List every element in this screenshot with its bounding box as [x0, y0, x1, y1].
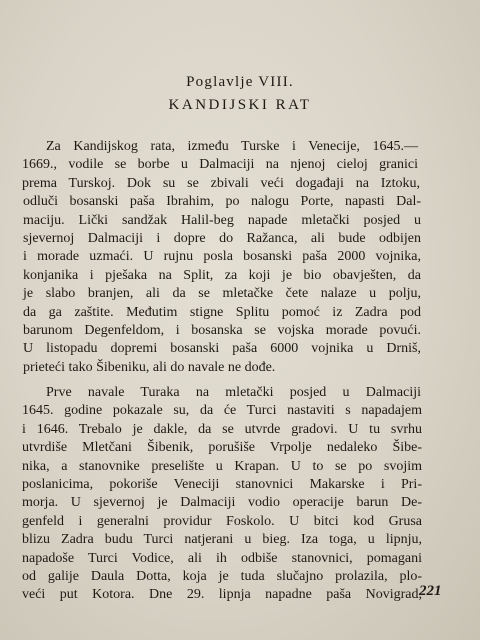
text-line: morja. U sjevernoj je Dalmaciji vodio operacije barun De-	[22, 495, 422, 511]
text-line: nika, a stanovnike preselište u Krapan. U to se po svojim	[22, 458, 422, 474]
paragraph-2	[0, 384, 480, 605]
text-line: da ga zaštite. Međutim stigne Splitu pomoć iz Zadra pod	[23, 304, 421, 320]
text-line: odluči bosanski paša Ibrahim, po nalogu Porte, napasti Dal-	[23, 194, 421, 210]
text-line: je slabo branjen, ali da se mletačke čete nalaze u polju,	[23, 286, 421, 302]
text-line: napadoše Turci Vodice, ali ih odbiše stanovnici, pomagani	[22, 550, 422, 566]
text-line: poslanicima, pokoriše Veneciji stanovnici Makarske i Pri-	[22, 477, 422, 493]
body-text	[0, 138, 480, 612]
text-line: U listopadu dopremi bosanski paša 6000 vojnika u Drniš,	[23, 341, 421, 357]
text-line: genfeld i generalni providur Foskolo. U bitci kod Grusa	[22, 513, 422, 529]
text-line: Za Kandijskog rata, između Turske i Venecije, 1645.—	[46, 139, 418, 154]
text-line: prieteći tako Šibeniku, ali do navale ne dođe.	[23, 359, 276, 375]
text-line: 1669., vodile se borbe u Dalmaciji na njenoj cieloj granici	[22, 157, 418, 173]
text-line: i 1646. Trebalo je dakle, da se utvrde gradovi. U tu svrhu	[22, 421, 422, 437]
text-line: sjevernoj Dalmaciji i dopre do Ražanca, ali bude odbijen	[23, 230, 421, 246]
text-line: maciju. Lički sandžak Halil-beg napade mletački posjed u	[23, 212, 421, 228]
text-line: blizu Zadra budu Turci natjerani u bieg. Iza toga, u lipnju,	[22, 532, 422, 548]
text-line: i morade uzmaći. U rujnu posla bosanski paša 2000 vojnika,	[23, 249, 421, 265]
text-line: prema Turskoj. Dok su se zbivali veći događaji na Iztoku,	[22, 175, 420, 191]
chapter-label: Poglavlje VIII.	[186, 74, 294, 90]
text-line: Prve navale Turaka na mletački posjed u Dalmaciji	[46, 385, 421, 401]
text-line: veći put Kotora. Dne 29. lipnja napadne paša Novigrad,	[22, 587, 422, 603]
text-line: od galije Daula Dotta, koja je tuda slučajno prolazila, plo-	[22, 568, 422, 584]
chapter-title: KANDIJSKI RAT	[168, 97, 312, 113]
text-line: utvrdiše Mletčani Šibenik, porušiše Vrpolje nedaleko Šibe-	[22, 440, 422, 456]
text-line: barunom Degenfeldom, i bosanska se vojska morade povući.	[23, 322, 421, 338]
text-line: konjanika i pješaka na Split, za koji je bio obavješten, da	[23, 267, 421, 283]
page-number: 221	[419, 583, 442, 599]
paragraph-1	[0, 138, 480, 377]
text-line: 1645. godine pokazale su, da će Turci nastaviti s napadajem	[22, 403, 422, 419]
